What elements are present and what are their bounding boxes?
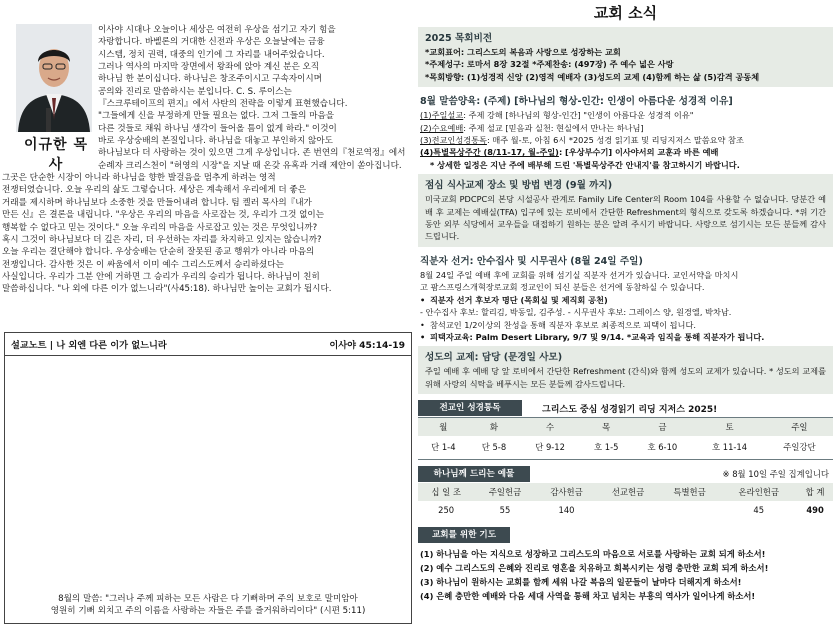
fellowship-box xyxy=(418,346,833,394)
news-title: 교회 소식 xyxy=(593,4,658,22)
august-item-text: : [우상부수기] 이사야서의 교훈과 바른 예배 xyxy=(558,147,719,158)
vision-box xyxy=(418,27,833,87)
offering-note: ※ 8월 10일 주일 집계입니다 xyxy=(722,469,829,480)
august-study-heading: 8월 말씀양육: (주제) [하나님의 형상-인간: 인생이 아름다운 성경적 이유] xyxy=(420,96,733,108)
election-bullet: • 참석교인 1/2이상의 찬성을 통해 직분자 후보로 최종적으로 피택이 됩니다. xyxy=(420,319,696,330)
election-candidates: - 안수집사 후보: 할리김, 박동일, 김주성. - 시무권사 후보: 그레이스 양, 원경엘, 박차남. xyxy=(420,307,732,318)
essay-line: "그들에게 신을 부정하게 만들 필요는 없다. 그저 그들의 마음을 xyxy=(98,111,335,122)
prayer-label: 교회를 위한 기도 xyxy=(418,527,510,543)
reading-table xyxy=(418,417,833,460)
essay-line: 전쟁입니다. 감사한 것은 이 싸움에서 이미 예수 그리스도께서 승리하셨다는 xyxy=(2,259,284,270)
essay-line: 혹시 그것이 하나님보다 더 깊은 자리, 더 우선하는 자리를 차지하고 있지는 않습니까? xyxy=(2,234,322,245)
prayer-item: (2) 예수 그리스도의 은혜와 진리로 영혼을 치유하고 회복시키는 성령 충만한 교회 되게 하소서! xyxy=(420,563,769,574)
table-cell xyxy=(597,501,659,519)
monthly-verse-line: 영원히 기뻐 외치고 주의 이름을 사랑하는 자들은 주를 즐거워하리이다" (시편 5:11) xyxy=(50,606,366,616)
table-header-cell: 주일헌금 xyxy=(474,483,536,501)
pastor-essay xyxy=(2,24,415,330)
offering-table xyxy=(418,483,833,519)
august-item xyxy=(420,122,831,134)
sermon-title: 나 외엔 다른 이가 없느니라 xyxy=(56,340,167,351)
sermon-notes-box xyxy=(4,332,412,624)
table-cell: 단 9-12 xyxy=(535,442,565,453)
essay-line: 행복할 수 없다고 믿는 것이다." 오늘 우리의 마음을 사로잡고 있는 것은 무엇입니까? xyxy=(2,222,318,233)
table-header-cell: 토 xyxy=(693,418,766,436)
table-header-cell: 주일 xyxy=(766,418,833,436)
table-header-cell: 온라인헌금 xyxy=(720,483,797,501)
prayer-item: (3) 하나님이 원하시는 교회를 함께 세워 나갈 복음의 일꾼들이 날마다 더해지게 하소서! xyxy=(420,577,742,588)
table-header-cell: 목 xyxy=(581,418,632,436)
essay-line: 순례자 크리스천이 "허영의 시장"을 지날 때 온갖 유혹과 거래 제안이 쏟아집니다. xyxy=(98,160,402,171)
table-cell: 단 1-4 xyxy=(431,442,456,453)
essay-line: 전쟁터였습니다. 오늘 우리의 삶도 그렇습니다. 세상은 계속해서 우리에게 더 좋은 xyxy=(2,185,307,196)
table-header-cell: 합 계 xyxy=(797,483,833,501)
table-cell xyxy=(659,501,721,519)
essay-line: 공의와 진리로 말씀하시는 분입니다. C. S. 루이스는 xyxy=(98,86,292,97)
election-bullet: • 직분자 선거 후보자 명단 (목회실 및 제직회 공천) xyxy=(420,294,608,305)
reading-row xyxy=(418,436,833,460)
prayer-list xyxy=(418,547,833,603)
table-cell: 250 xyxy=(438,505,455,516)
offering-label: 하나님께 드리는 예물 xyxy=(418,466,530,482)
august-study-section xyxy=(418,87,833,171)
august-item xyxy=(420,134,831,146)
table-cell: 주일강단 xyxy=(783,442,816,453)
bullet-icon: • xyxy=(420,331,426,342)
august-item-text: : 매주 월-토, 아침 6시 *2025 성경 읽기표 및 리딩지저스 말씀요약 참조 xyxy=(486,135,744,146)
essay-line: 시스템, 정치 권력, 대중의 인기에 그 자리를 내어주었습니다. xyxy=(98,49,325,60)
table-header-cell: 금 xyxy=(632,418,694,436)
essay-line: 말씀하십니다. "나 외에 다른 이가 없느니라"(사45:18). 하나님만 높이는 교회가 됩시다. xyxy=(2,284,332,295)
essay-line: 이사야 시대나 오늘이나 세상은 여전히 우상을 섬기고 자기 힘을 xyxy=(98,25,336,35)
table-header-cell: 십 일 조 xyxy=(418,483,474,501)
fellowship-heading: 성도의 교제: 담당 (문경일 사모) xyxy=(425,352,563,364)
lunch-box xyxy=(418,174,833,247)
august-item xyxy=(420,109,831,121)
table-cell: 490 xyxy=(806,505,824,516)
pastor-name: 이규한 목사 xyxy=(24,137,88,173)
bullet-icon: • xyxy=(420,294,426,305)
essay-line: 그러나 역사의 마지막 장면에서 왕좌에 앉아 계신 분은 오직 xyxy=(98,62,320,73)
vision-line: *주제성구: 로마서 8장 32절 *주제찬송: (497장) 주 예수 넓은 사랑 xyxy=(425,59,674,70)
essay-line: 사실입니다. 우리가 그분 안에 거하면 그 승리가 우리의 승리가 됩니다. 하나님이 친히 xyxy=(2,271,320,282)
august-item-label: (3)전교인성경통독 xyxy=(420,135,487,146)
table-cell: 단 5-8 xyxy=(481,442,507,453)
prayer-item: (1) 하나님을 아는 지식으로 성장하고 그리스도의 마음으로 서로를 사랑하는 교회 되게 하소서! xyxy=(420,549,766,560)
church-news-column xyxy=(418,2,833,624)
sermon-reference: 이사야 45:14-19 xyxy=(329,340,405,351)
prayer-item: (4) 은혜 충만한 예배와 다음 세대 사역을 통해 차고 넘치는 부흥의 역사가 일어나게 하소서! xyxy=(420,591,756,602)
august-note: * 상세한 일정은 지난 주에 배부해 드린 '특별묵상주간 안내지'를 참고하시기 바랍니다. xyxy=(430,159,740,170)
reading-header-row xyxy=(418,418,833,436)
table-header-cell: 감사헌금 xyxy=(536,483,598,501)
sermon-notes-label: 설교노트 xyxy=(11,340,47,351)
monthly-verse xyxy=(5,593,411,617)
august-item-text: : 주제 강해 [하나님의 형상-인간] "인생이 아름다운 성경적 이유" xyxy=(463,110,694,121)
essay-line: 하나님 한 분이십니다. 하나님은 창조주이시고 구속자이시며 xyxy=(98,74,322,85)
election-heading: 직분자 선거: 안수집사 및 시무권사 (8월 24일 주일) xyxy=(420,255,643,267)
lunch-heading: 점심 식사교제 장소 및 방법 변경 (9월 까지) xyxy=(425,180,613,192)
table-cell: 호 11-14 xyxy=(711,442,748,453)
bullet-icon: • xyxy=(420,319,425,330)
table-cell: 호 6-10 xyxy=(647,442,678,453)
table-header-cell: 월 xyxy=(418,418,469,436)
essay-line: 『스크루테이프의 편지』에서 사탄의 전략을 이렇게 표현했습니다. xyxy=(98,99,348,110)
august-item-text: : 주제 설교 [믿음과 실천: 현실에서 만나는 하나님] xyxy=(463,122,644,133)
reading-bar xyxy=(418,400,833,416)
table-cell: 45 xyxy=(753,505,765,516)
offering-header-row xyxy=(418,483,833,501)
election-line: 고 팜스프링스개혁장로교회 정교인이 되신 분들은 선거에 동참하실 수 있습니다. xyxy=(420,282,705,293)
essay-line: 자랑합니다. 바벨론의 거대한 신전과 우상은 오늘날에는 금융 xyxy=(98,37,325,48)
essay-line: 하나님보다 더 사랑하는 것이 있으면 그게 우상입니다. 존 번연의『천로역정』에서 xyxy=(98,148,406,159)
essay-line: 만든 신』은 결론을 내립니다. "우상은 우리의 마음을 사로잡는 것, 우리가 그것 없이는 xyxy=(2,210,325,221)
table-header-cell: 선교헌금 xyxy=(597,483,659,501)
table-cell: 140 xyxy=(558,505,575,516)
vision-line: *교회표어: 그리스도의 복음과 사랑으로 성장하는 교회 xyxy=(425,47,621,57)
pastor-column xyxy=(2,24,415,624)
vision-line: *목회방향: (1)성경적 신앙 (2)영적 예배자 (3)성도의 교제 (4)함께 하는 삶 (5)감격 공동체 xyxy=(425,71,760,82)
august-item-label: (1)주일설교 xyxy=(420,110,464,121)
august-item xyxy=(420,146,831,158)
essay-line: 그곳은 단순한 시장이 아니라 하나님을 향한 발걸음을 멈추게 하려는 영적 xyxy=(2,173,276,184)
reading-label: 전교인 성경통독 xyxy=(418,400,522,416)
essay-line: 오늘 우리는 결단해야 합니다. 우상숭배는 단순히 잘못된 종교 행위가 아니라 마음의 xyxy=(2,247,315,258)
essay-line: 거래를 제시하며 하나님보다 소중한 것을 만들어내려 합니다. 팀 켈러 목사의『내가 xyxy=(2,197,312,208)
august-item-label: (2)수요예배 xyxy=(420,122,464,133)
table-header-cell: 특별헌금 xyxy=(659,483,721,501)
table-header-cell: 수 xyxy=(519,418,581,436)
table-cell: 55 xyxy=(499,505,511,516)
election-bullet: • 피택자교육: Palm Desert Library, 9/7 및 9/14. *교육과 임직을 통해 직분자가 됩니다. xyxy=(420,331,765,342)
reading-caption: 그리스도 중심 성경읽기 리딩 지저스 2025! xyxy=(542,404,718,415)
election-line: 8월 24일 주일 예배 후에 교회를 위해 섬기실 직분자 선거가 있습니다. 교인서약을 마치시 xyxy=(420,269,739,280)
lunch-text: 미국교회 PDCPC의 본당 시설공사 관계로 Family Life Center의 Room 104를 사용할 수 없습니다. 당분간 예배 후 교제는 예배실(TFA) 입구에 있는 로비에서 간단한 Refreshment의 형식으로 갖도록 하겠습니다. *위 기간 동안 외부 식당에서 교우들을 대접하기 원하는 분은 알려 주시기 바랍니다. 사랑으로 섬기시는 모든 분들께 감사드립니다. xyxy=(425,194,826,242)
table-header-cell: 화 xyxy=(469,418,520,436)
essay-line: 바로 우상숭배의 본질입니다. 하나님을 대놓고 부인하지 않아도 xyxy=(98,136,333,147)
august-item-label: (4)특별목상주간 (8/11-17, 월-주일) xyxy=(420,147,559,158)
vision-heading: 2025 목회비전 xyxy=(425,33,493,44)
election-section xyxy=(418,247,833,343)
offering-row xyxy=(418,501,833,519)
sermon-notes-header: 설교노트 | 나 외엔 다른 이가 없느니라 이사야 45:14-19 xyxy=(5,333,411,356)
monthly-verse-line: 8월의 말씀: "그러나 주께 피하는 모든 사람은 다 기뻐하며 주의 보호로 말미암아 xyxy=(58,594,358,604)
essay-line: 다른 것들로 채워 하나님 생각이 들어올 틈이 없게 하라." 이것이 xyxy=(98,123,337,134)
offering-bar xyxy=(418,466,833,482)
fellowship-text: 주일 예배 후 예배 당 앞 로비에서 간단한 Refreshment (간식)와 함께 성도의 교제가 있습니다. * 성도의 교제를 위해 사랑의 식탁을 베푸시는 모든 분들께 감사드립니다. xyxy=(425,366,826,389)
table-cell: 호 1-5 xyxy=(594,442,619,453)
